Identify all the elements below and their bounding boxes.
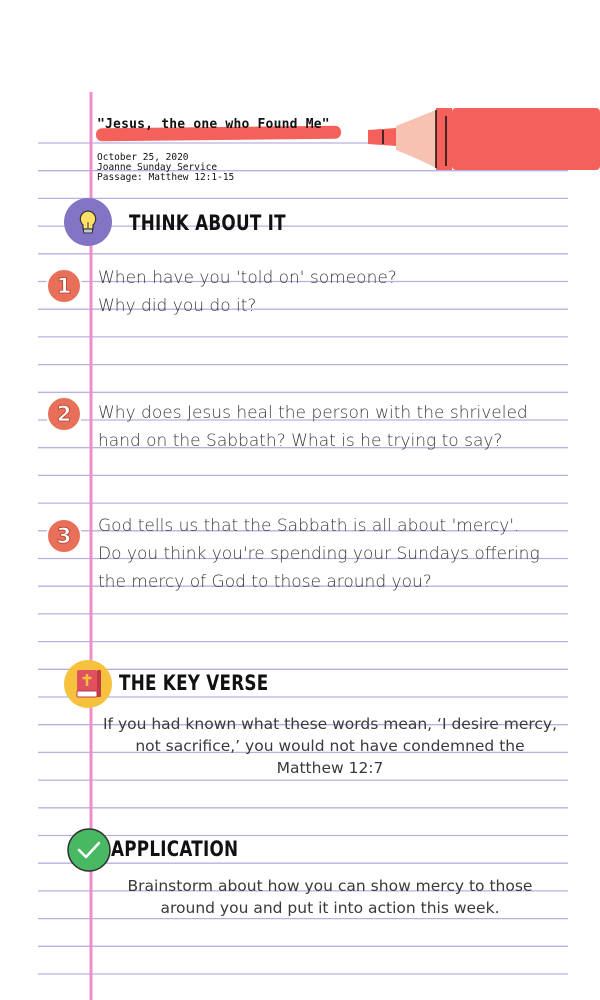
question-line: Why does Jesus heal the person with the shriveled: [98, 403, 528, 423]
question-1-badge: [45, 267, 83, 305]
question-number: 1: [56, 274, 72, 298]
key-verse-text: [90, 713, 570, 779]
question-line: hand on the Sabbath? What is he trying to say?: [98, 431, 503, 451]
question-number: 3: [56, 524, 72, 548]
highlighter-pen-icon: [366, 106, 600, 172]
question-line: the mercy of God to those around you?: [98, 572, 432, 592]
application-line: Brainstorm about how you can show mercy to those: [127, 877, 533, 895]
question-line: Why did you do it?: [98, 296, 257, 316]
question-line: God tells us that the Sabbath is all about 'mercy'.: [98, 516, 520, 536]
application-line: around you and put it into action this week.: [160, 899, 500, 917]
key-verse-heading: THE KEY VERSE: [119, 671, 269, 695]
checkmark-icon: [66, 827, 112, 873]
lightbulb-icon: [64, 198, 112, 246]
verse-reference: Matthew 12:7: [276, 759, 384, 777]
sermon-date: October 25, 2020: [97, 152, 189, 163]
question-number: 2: [56, 402, 72, 426]
sermon-title: "Jesus, the one who Found Me": [97, 117, 330, 132]
question-line: When have you 'told on' someone?: [98, 268, 397, 288]
question-1: [98, 264, 397, 320]
question-3-badge: [45, 517, 83, 555]
verse-line: If you had known what these words mean, ‘I desire mercy,: [102, 715, 558, 733]
question-2: [98, 399, 528, 455]
question-line: Do you think you're spending your Sundays offering: [98, 544, 540, 564]
think-about-it-heading: THINK ABOUT IT: [129, 211, 286, 235]
application-text: [90, 875, 570, 919]
question-3: [98, 512, 540, 596]
bible-icon: [64, 660, 112, 708]
sermon-service: Joanne Sunday Service: [97, 162, 218, 173]
sermon-passage: Passage: Matthew 12:1-15: [97, 172, 235, 183]
question-2-badge: [45, 395, 83, 433]
verse-line: not sacrifice,’ you would not have condemned the: [135, 737, 525, 755]
application-heading: APPLICATION: [111, 837, 239, 861]
